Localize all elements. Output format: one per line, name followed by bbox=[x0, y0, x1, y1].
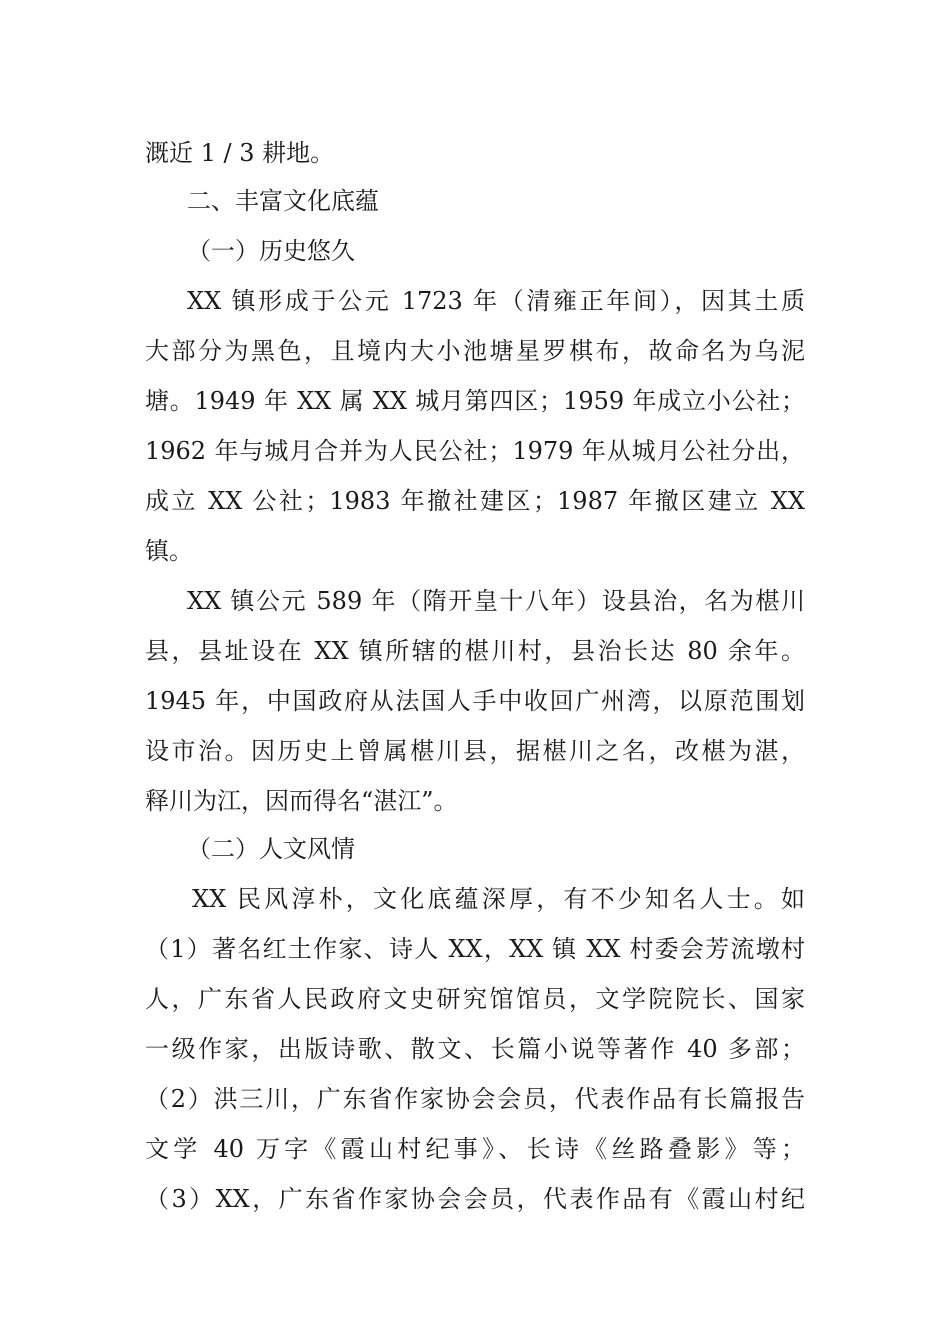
body-text-line: 人，广东省人民政府文史研究馆馆员，文学院院长、国家 bbox=[145, 985, 805, 1013]
body-text-line: 塘。1949 年 XX 属 XX 城月第四区；1959 年成立小公社； bbox=[145, 387, 805, 415]
body-text-line: 镇。 bbox=[145, 537, 193, 565]
body-text-line: 文学 40 万字《霞山村纪事》、长诗《丝路叠影》等； bbox=[145, 1135, 805, 1163]
body-text-line: 设市治。因历史上曾属椹川县，据椹川之名，改椹为湛， bbox=[145, 737, 805, 765]
body-text-line: （2）洪三川，广东省作家协会会员，代表作品有长篇报告 bbox=[145, 1085, 805, 1113]
subsection-heading: （二）人文风情 bbox=[187, 835, 355, 863]
body-text-line: 溉近 1 / 3 耕地。 bbox=[145, 139, 335, 167]
subsection-heading: （一）历史悠久 bbox=[187, 237, 355, 265]
body-text-line: XX 镇形成于公元 1723 年（清雍正年间），因其土质 bbox=[187, 287, 805, 315]
body-text-line: 大部分为黑色，且境内大小池塘星罗棋布，故命名为乌泥 bbox=[145, 337, 805, 365]
body-text-line: XX 镇公元 589 年（隋开皇十八年）设县治，名为椹川 bbox=[187, 587, 805, 615]
body-text-line: 1945 年，中国政府从法国人手中收回广州湾，以原范围划 bbox=[145, 687, 805, 715]
body-text-line: 释川为江，因而得名“湛江”。 bbox=[145, 787, 458, 815]
body-text-line: 一级作家，出版诗歌、散文、长篇小说等著作 40 多部； bbox=[145, 1035, 805, 1063]
body-text-line: 县，县址设在 XX 镇所辖的椹川村，县治长达 80 余年。 bbox=[145, 637, 805, 665]
section-heading: 二、丰富文化底蕴 bbox=[187, 187, 379, 215]
body-text-line: XX 民风淳朴，文化底蕴深厚，有不少知名人士。如 bbox=[192, 885, 805, 913]
body-text-line: （1）著名红土作家、诗人 XX，XX 镇 XX 村委会芳流墩村 bbox=[145, 935, 805, 963]
body-text-line: 1962 年与城月合并为人民公社；1979 年从城月公社分出， bbox=[145, 437, 805, 465]
body-text-line: （3）XX，广东省作家协会会员，代表作品有《霞山村纪 bbox=[145, 1185, 805, 1213]
body-text-line: 成立 XX 公社；1983 年撤社建区；1987 年撤区建立 XX bbox=[145, 487, 805, 515]
